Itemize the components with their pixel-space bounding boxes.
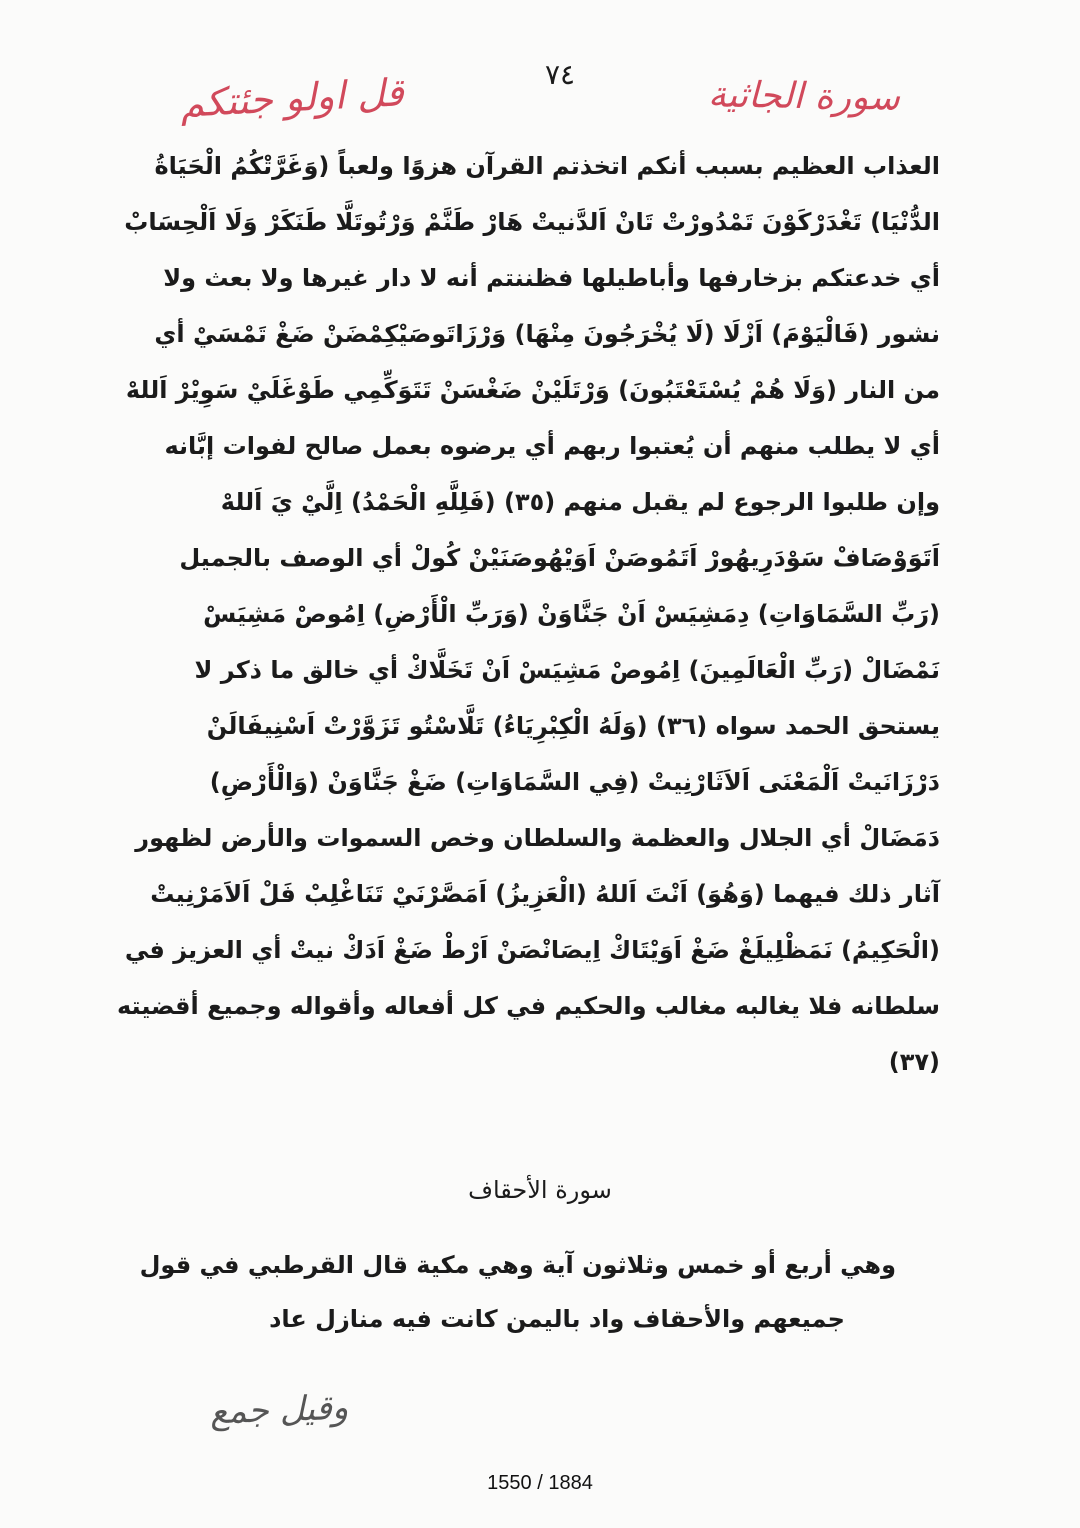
text-line: (٣٧) [888,1048,940,1076]
text-line: اَتَوَوْصَافْ سَوْدَرِيهُورْ اَتَمُوصَنْ اَوَيْهُوصَنَيْنْ كُولْ أي الوصف بالجميل [179,544,940,572]
text-line: وإن طلبوا الرجوع لم يقبل منهم (٣٥) (فَلِلَّهِ الْحَمْدُ) اِلَّيْ يَ اَللهْ [220,488,940,516]
text-line: آثار ذلك فيهما (وَهُوَ) اَنْتَ اَللهُ (الْعَزِيزُ) اَمَصَّرْنَيْ تَنَاغْلِبْ فَلْ اَلاَمَرْنِيتْ [150,880,940,908]
body-text [116,138,940,1090]
handwritten-note-bottom: وقيل جمع [209,1387,349,1433]
text-line: نَمْضَالْ (رَبِّ الْعَالَمِينَ) اِمُوصْ مَشِيَسْ اَنْ تَخَلَّاكْ أي خالق ما ذكر لا [194,656,940,684]
page-counter: 1550 / 1884 [487,1472,593,1494]
text-line: أي لا يطلب منهم أن يُعتبوا ربهم أي يرضوه بعمل صالح لفوات إبَّانه [164,432,940,460]
section-title: سورة الأحقاف [468,1176,612,1204]
text-line: نشور (فَالْيَوْمَ) اَزْلَا (لَا يُخْرَجُونَ مِنْهَا) وَرْزَاتَوصَيْكِمْضَنْ ضَغْ تَمْسَيْ أي [154,320,940,348]
text-line: من النار (وَلَا هُمْ يُسْتَعْتَبُونَ) وَرْتَلَيْنْ ضَغْسَنْ تَتَوَكِّمِي طَوْغَلَيْ سَوِيْرْ اَللهْ [125,376,940,404]
handwritten-note-right: سورة الجاثية [707,74,901,119]
handwritten-note-left: قل اولو جئتكم [179,70,405,126]
text-line: الدُّنْيَا) تَغْدَرْكَوْنَ تَمْدُورْتْ تَانْ اَلدَّنيتْ هَارْ طَنَّمْ وَرْتُوتَلَّا طَنَكَرْ وَلَا اَلْحِسَابْ [124,208,940,236]
page-number: ٧٤ [544,58,576,91]
intro-line: وهي أربع أو خمس وثلاثون آية وهي مكية قال القرطبي في قول [139,1251,896,1279]
text-line: (رَبِّ السَّمَاوَاتِ) دِمَشِيَسْ اَنْ جَنَّاوَنْ (وَرَبِّ الْأَرْضِ) اِمُوصْ مَشِيَسْ [203,600,940,628]
text-line: سلطانه فلا يغالبه مغالب والحكيم في كل أفعاله وأقواله وجميع أقضيته [116,992,940,1020]
text-line: يستحق الحمد سواه (٣٦) (وَلَهُ الْكِبْرِيَاءُ) تَلَّاسْتُو تَزَوَّرْتْ اَسْنِيفَالَنْ [206,712,940,740]
intro-line: جميعهم والأحقاف واد باليمن كانت فيه منازل عاد [269,1305,845,1333]
text-line: العذاب العظيم بسبب أنكم اتخذتم القرآن هزوًا ولعباً (وَغَرَّتْكُمُ الْحَيَاةُ [154,152,940,180]
text-line: أي خدعتكم بزخارفها وأباطيلها فظننتم أنه لا دار غيرها ولا بعث ولا [163,264,940,292]
section-intro [139,1238,896,1346]
text-line: دَرْزَانَيتْ اَلْمَعْنَى اَلاَثَارْنِيتْ (فِي السَّمَاوَاتِ) ضَغْ جَنَّاوَنْ (وَالْأَرْضِ) [209,768,940,796]
text-line: (الْحَكِيمُ) نَمَظْلِيلَغْ ضَغْ اَوَيْتَاكْ اِيصَانْصَنْ اَرْطْ ضَغْ اَدَكْ نيتْ أي العزيز في [124,936,940,964]
text-line: دَمَضَالْ أي الجلال والعظمة والسلطان وخص السموات والأرض لظهور [135,824,940,852]
